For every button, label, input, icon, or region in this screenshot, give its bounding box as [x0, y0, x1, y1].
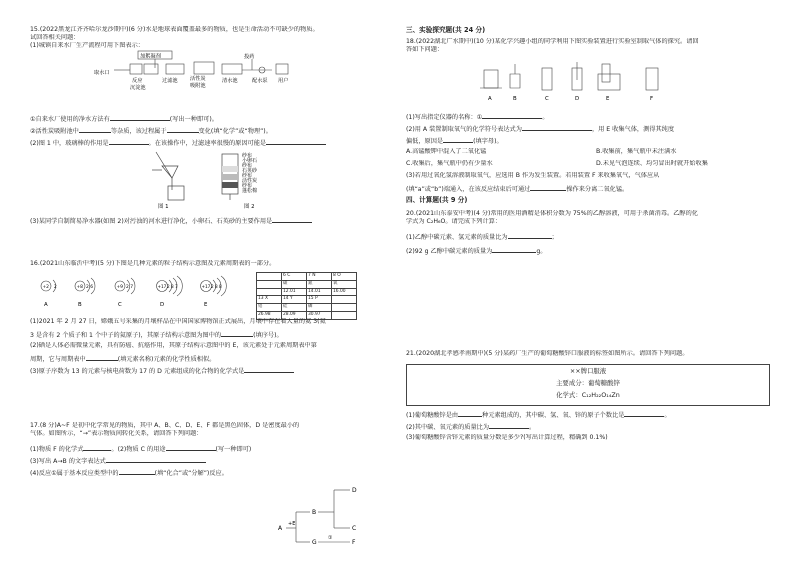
- q17-line-1: (1)物质 F 的化学式 。(2)物质 C 的用途 (写一种即可): [30, 446, 252, 453]
- fig1-caption: 图 1: [158, 204, 169, 210]
- answer-blank[interactable]: [489, 422, 529, 429]
- option-d[interactable]: D.未见气泡连续、均匀冒出时就开始收集: [596, 160, 708, 167]
- q17-header2: 气体。如图所示，“→”表示物质间转化关系，请回答下列问题：: [30, 430, 203, 438]
- answer-blank[interactable]: [83, 444, 111, 451]
- q15-header2: 试回答相关问题：: [30, 34, 80, 42]
- flow-user: 用户: [278, 78, 289, 84]
- svg-text:+17: +17: [157, 284, 167, 289]
- svg-text:D: D: [575, 96, 580, 102]
- water-plant-flowchart: [94, 50, 314, 90]
- flow-disinfect: 投药: [244, 54, 255, 60]
- option-a[interactable]: A.高锰酸钾中混入了二氧化锰: [406, 148, 487, 155]
- q17-line-3: (4)反应①属于基本反应类型中的 (填“化合”或“分解”)反应。: [30, 470, 228, 477]
- q20-header2: 学式为 C₂H₆O。请完成下列计算：: [406, 218, 502, 226]
- q15-line-c: (2)图 1 中，玻璃棒的作用是 。在该操作中，过滤速率很慢的原因可能是: [30, 138, 326, 148]
- option-c[interactable]: C.收集后，集气瓶中仍有少量水: [406, 160, 493, 167]
- q21-line-1: (1)葡萄糖酸锌是由 种元素组成的，其中碳、氢、氧、锌的原子个数比是 。: [406, 412, 671, 419]
- answer-blank[interactable]: [272, 216, 312, 223]
- svg-text:①: ①: [328, 535, 333, 541]
- svg-text:2: 2: [54, 285, 57, 290]
- svg-text:G: G: [312, 539, 317, 546]
- q18-options-cd: [406, 160, 778, 168]
- answer-blank[interactable]: [244, 366, 294, 373]
- q18-line-5: (填“a”或“b”)端通入，在该反应结束后可通过 操作来分离二氧化锰。: [406, 186, 629, 193]
- answer-blank[interactable]: [458, 410, 482, 417]
- q18-header: 18.(2022湖北广水期中)(10 分)某化学兴趣小组的同学利用下图实验装置进行实验室制取气体的探究。请回: [406, 38, 699, 45]
- svg-text:A: A: [44, 302, 48, 308]
- fig2-label: 纱布: [242, 153, 253, 159]
- q20-header: 20.(2021山东泰安中考)(4 分)常用的医用酒精是体积分数为 75%的乙醇溶液，可用于杀菌消毒。乙醇的化: [406, 210, 698, 217]
- label-title: ××牌口服液: [569, 367, 607, 375]
- flow-clear: 清水池: [222, 78, 238, 84]
- q15-part1: (1)城镇自来水厂生产流程可用下图表示：: [30, 42, 144, 50]
- q17-header: 17.(8 分)A~F 是初中化学常见的物质，其中 A、B、C、D、E、F 都是黑色固体，D 是密度最小的: [30, 422, 300, 429]
- q20-line-1: (1)乙醇中碳元素、氢元素的质量比为 ；: [406, 234, 558, 241]
- fig2-label: 石英砂: [242, 168, 258, 174]
- svg-text:C: C: [118, 302, 122, 308]
- question-18: [406, 38, 778, 193]
- answer-blank[interactable]: [492, 246, 536, 253]
- svg-text:2 6: 2 6: [86, 285, 93, 290]
- svg-text:+17: +17: [201, 284, 211, 289]
- medicine-label-box: [406, 364, 770, 406]
- question-15: [30, 26, 402, 225]
- fig2-label: 纱布: [242, 183, 253, 189]
- answer-blank[interactable]: [508, 232, 552, 239]
- svg-text:B: B: [78, 302, 82, 308]
- answer-blank[interactable]: [530, 184, 566, 191]
- answer-blank[interactable]: [166, 444, 216, 451]
- answer-blank[interactable]: [119, 468, 155, 475]
- label-ingredient: 主要成分：葡萄糖酸锌: [556, 379, 620, 387]
- q18-line-4: (3)若用过氧化氢溶液制取氧气，应选用 B 作为发生装置。若用装置 F 来收集氧气，气体应从: [406, 172, 660, 179]
- svg-text:+9: +9: [116, 285, 123, 290]
- flow-pump: 配水泵: [252, 78, 268, 84]
- svg-text:+2: +2: [42, 285, 49, 290]
- answer-blank[interactable]: [110, 114, 170, 121]
- question-16: [30, 260, 402, 375]
- svg-text:F: F: [650, 96, 654, 102]
- q16-line-1: (1)2021 年 2 月 27 日，嫦娥五号采集的月壤样品在中国国家博物馆正式展出，月壤中存在着大量的氦 3(氦: [30, 318, 326, 325]
- label-formula: 化学式：C₁₂H₂₂O₁₄Zn: [556, 391, 620, 399]
- answer-blank[interactable]: [266, 138, 326, 145]
- fig2-label: 活性炭: [242, 178, 258, 184]
- atom-structure-diagrams: [34, 272, 274, 316]
- svg-text:C: C: [352, 525, 357, 532]
- q21-line-3: (3)葡萄糖酸锌含锌元素的质量分数是多少?(写出计算过程，精确到 0.1%): [406, 434, 608, 441]
- atom-diagram-b: [75, 278, 95, 308]
- answer-blank[interactable]: [624, 410, 664, 417]
- q18-line-3: 偏低，原因是 (填字母)。: [406, 138, 503, 145]
- answer-blank[interactable]: [79, 126, 111, 133]
- q15-line-a: ①自来水厂使用的净水方法有 (写出一种即可)。: [30, 116, 218, 123]
- q18-header2: 答如下问题：: [406, 46, 444, 54]
- q15-header: 15.(2022黑龙江齐齐哈尔龙沙期中)(6 分)水是地球表面覆盖最多的物质，也是生命活动不可缺少的物质。: [30, 26, 319, 33]
- svg-text:D: D: [352, 487, 357, 494]
- svg-text:+E: +E: [288, 521, 296, 527]
- svg-text:C: C: [545, 96, 549, 102]
- svg-text:A: A: [488, 96, 492, 102]
- svg-text:B: B: [312, 509, 317, 516]
- q18-line-1: (1)写出指定仪器的名称：① 。: [406, 114, 549, 121]
- q18-line-2: (2)用 A 装置制取氧气的化学符号表达式为 ，用 E 收集气体，测得其纯度: [406, 126, 675, 133]
- conversion-diagram: [274, 476, 374, 558]
- flow-carbon1: 活性炭: [190, 76, 206, 82]
- answer-blank[interactable]: [482, 112, 542, 119]
- section-3-title: 三、实验探究题(共 24 分): [406, 26, 486, 34]
- question-21: [406, 350, 778, 441]
- filtration-figures: [148, 148, 298, 210]
- q16-line-3: (2)硒是人体必需微量元素，具有防癌、抗癌作用，其原子结构示意图中的 E，该元素处于元素周期表中第: [30, 342, 317, 349]
- q18-options-ab: [406, 148, 778, 156]
- svg-text:2 8 8: 2 8 8: [211, 284, 222, 289]
- fig2-label: 小卵石: [242, 158, 258, 164]
- fig2-label: 蓬松棉: [242, 188, 258, 194]
- svg-text:D: D: [160, 302, 165, 308]
- q20-line-2: (2)92 g 乙醇中碳元素的质量为 g。: [406, 248, 547, 255]
- atom-diagram-a: [41, 280, 57, 308]
- flow-carbon2: 吸附池: [190, 83, 206, 89]
- q21-header: 21.(2020湖北孝感孝南期中)(5 分)某药厂生产的葡萄糖酸锌口服液的标签如图所示。请回答下列问题。: [406, 350, 689, 357]
- q16-line-2: 3 是含有 2 个质子和 1 个中子的氦原子)，其原子结构示意图为图中的 (填序号)。: [30, 332, 283, 339]
- answer-blank[interactable]: [109, 138, 149, 145]
- flow-intake: 取水口: [94, 70, 110, 76]
- answer-blank[interactable]: [522, 124, 592, 131]
- fig2-label: 纱布: [242, 173, 253, 179]
- flow-add-coag: 加絮凝剂: [140, 53, 161, 60]
- svg-text:F: F: [352, 539, 356, 546]
- q16-line-4: 周期，它与周期表中 (填元素名称)元素的化学性质相似。: [30, 356, 216, 363]
- atom-diagram-c: [115, 278, 135, 308]
- question-20: [406, 210, 778, 255]
- answer-blank[interactable]: [106, 456, 206, 463]
- lab-apparatus-figure: [476, 58, 696, 104]
- periodic-table-fragment: 6 C 7 N 8 O 碳 氮 氧 12.01 14.01 16.00 13 X 14 Y 15 P 铝 硅 磷 26.98 28.09 30.97: [256, 272, 357, 320]
- answer-blank[interactable]: [221, 330, 253, 337]
- q15-line-b: ②活性炭吸附池中 等杂质，该过程属于 变化(填“化学”或“物理”)。: [30, 128, 272, 135]
- fig2-caption: 图 2: [244, 204, 255, 210]
- svg-text:B: B: [513, 96, 517, 102]
- svg-text:E: E: [606, 96, 610, 102]
- answer-blank[interactable]: [167, 126, 199, 133]
- q17-line-2: (3)写出 A→B 的文字表达式: [30, 456, 206, 466]
- section-4-title: 四、计算题(共 9 分): [406, 196, 468, 204]
- question-17: [30, 422, 402, 546]
- svg-text:2 8 7: 2 8 7: [167, 284, 178, 289]
- flow-react: 反应: [132, 78, 143, 84]
- svg-text:+8: +8: [76, 285, 83, 290]
- svg-text:2 7: 2 7: [126, 285, 133, 290]
- answer-blank[interactable]: [443, 136, 473, 143]
- atom-diagram-d: [157, 276, 183, 308]
- fig2-label: 纱布: [242, 163, 253, 169]
- q16-line-5: (3)原子序数为 13 的元素与核电荷数为 17 的 D 元素组成的化合物的化学式是: [30, 366, 294, 376]
- atom-diagram-e: [201, 276, 227, 308]
- q15-line-d: (3)某同学自制简易净水器(如图 2)对污浊的河水进行净化，小卵石、石英砂的主要作用是: [30, 216, 312, 226]
- flow-filter: 过滤池: [162, 78, 178, 84]
- q21-line-2: (2)其中碳、氧元素的质量比为 。: [406, 424, 536, 431]
- flow-settle: 沉淀池: [130, 85, 146, 90]
- option-b[interactable]: B.收集前，集气瓶中未注满水: [596, 148, 677, 155]
- answer-blank[interactable]: [86, 354, 118, 361]
- svg-text:E: E: [204, 302, 208, 308]
- q16-header: 16.(2021山东临沂中考)(5 分)下图是几种元素的粒子结构示意图及元素周期表的一部分。: [30, 260, 276, 267]
- svg-text:A: A: [278, 525, 283, 532]
